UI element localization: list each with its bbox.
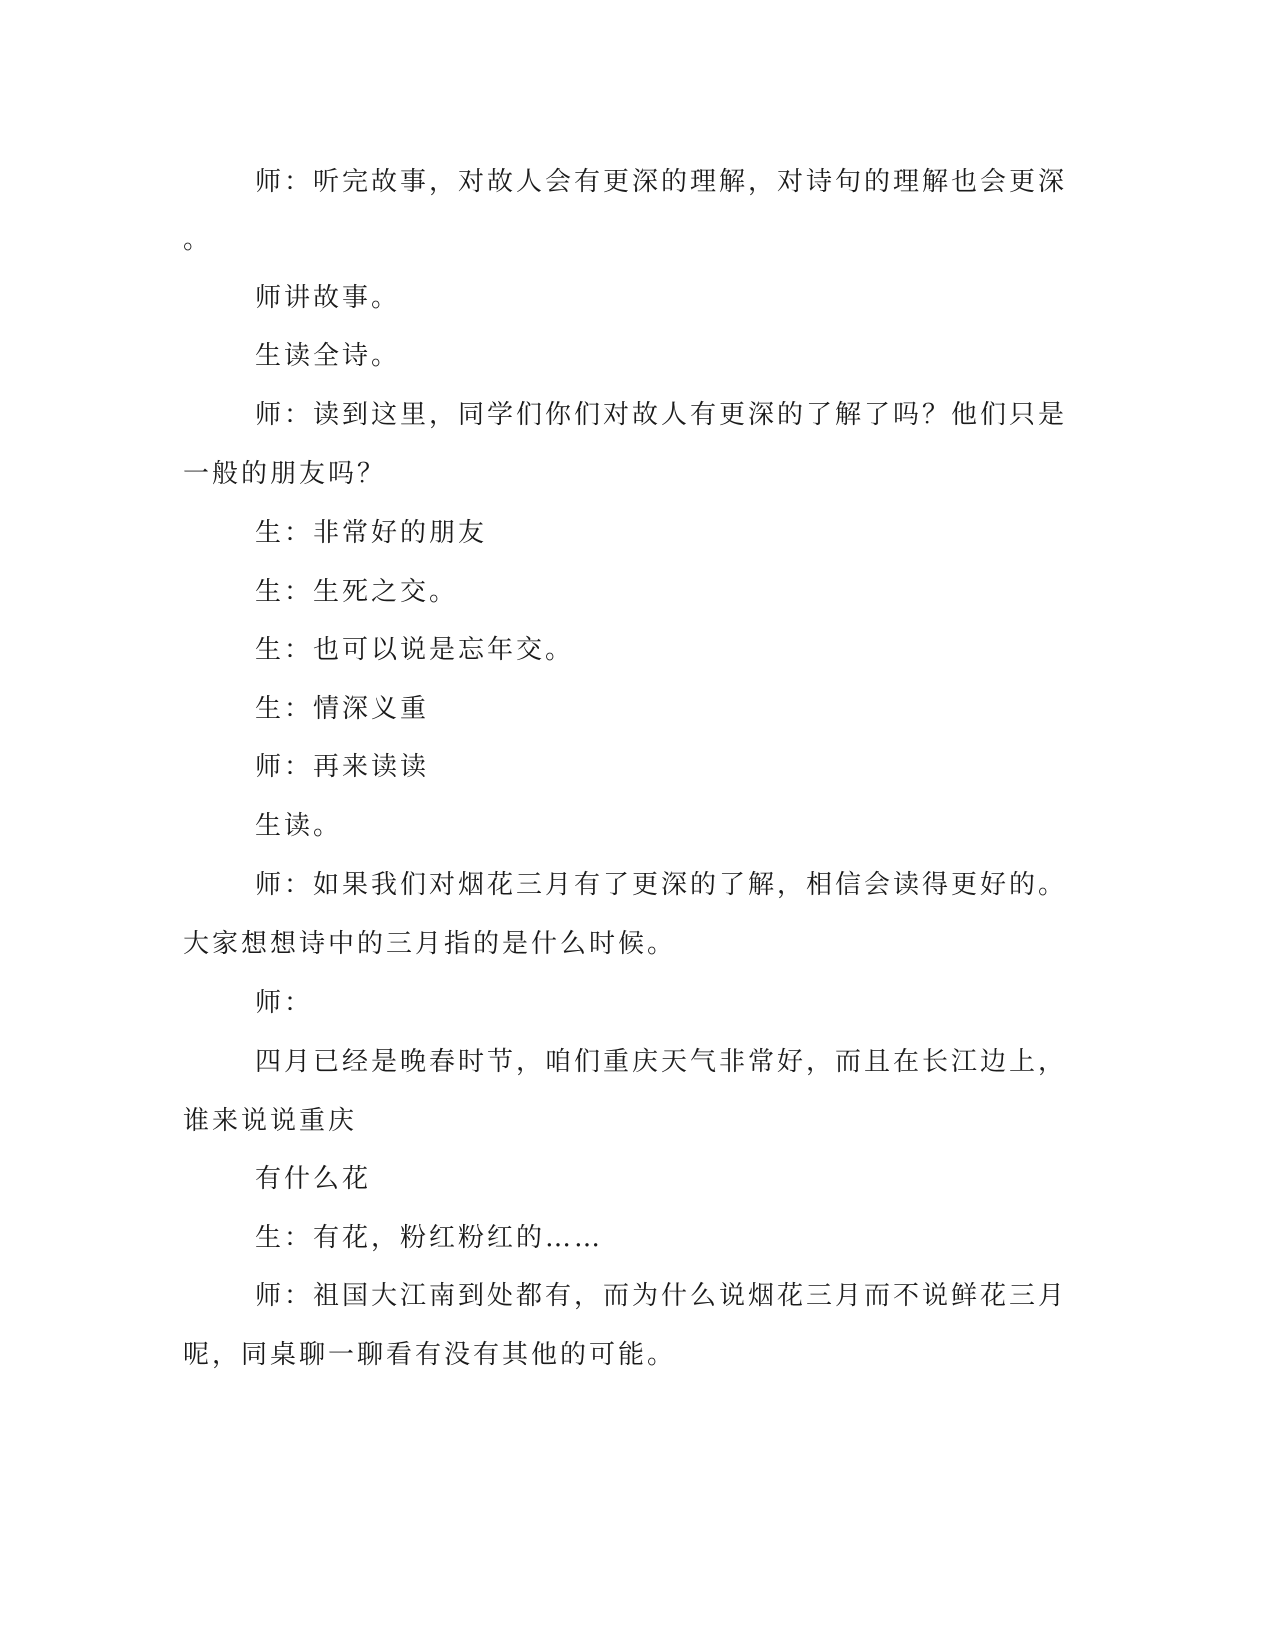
text-line: 师讲故事。 bbox=[255, 283, 401, 313]
text-line: 生读。 bbox=[255, 811, 343, 841]
text-line: 生：情深义重 bbox=[255, 694, 430, 724]
text-line: 生：有花，粉红粉红的…… bbox=[255, 1223, 604, 1253]
text-line: 大家想想诗中的三月指的是什么时候。 bbox=[183, 929, 677, 959]
text-line: 生：也可以说是忘年交。 bbox=[255, 635, 575, 665]
text-line: 有什么花 bbox=[255, 1164, 372, 1194]
text-line: 生读全诗。 bbox=[255, 341, 401, 371]
text-line: 师：如果我们对烟花三月有了更深的了解，相信会读得更好的。 bbox=[255, 870, 1068, 900]
text-line: 四月已经是晚春时节，咱们重庆天气非常好，而且在长江边上， bbox=[255, 1047, 1068, 1077]
text-line: 师：读到这里，同学们你们对故人有更深的了解了吗？他们只是 bbox=[255, 400, 1068, 430]
text-line: 一般的朋友吗？ bbox=[183, 459, 387, 489]
text-line: 生：生死之交。 bbox=[255, 577, 459, 607]
text-line: 谁来说说重庆 bbox=[183, 1106, 358, 1136]
text-line: 师： bbox=[255, 988, 314, 1018]
text-line: 师：祖国大江南到处都有，而为什么说烟花三月而不说鲜花三月 bbox=[255, 1281, 1068, 1311]
text-line: 呢，同桌聊一聊看有没有其他的可能。 bbox=[183, 1340, 677, 1370]
text-line: 师：听完故事，对故人会有更深的理解，对诗句的理解也会更深 bbox=[255, 167, 1068, 197]
text-line: 生：非常好的朋友 bbox=[255, 518, 488, 548]
text-line: 。 bbox=[183, 225, 213, 255]
text-line: 师：再来读读 bbox=[255, 752, 430, 782]
